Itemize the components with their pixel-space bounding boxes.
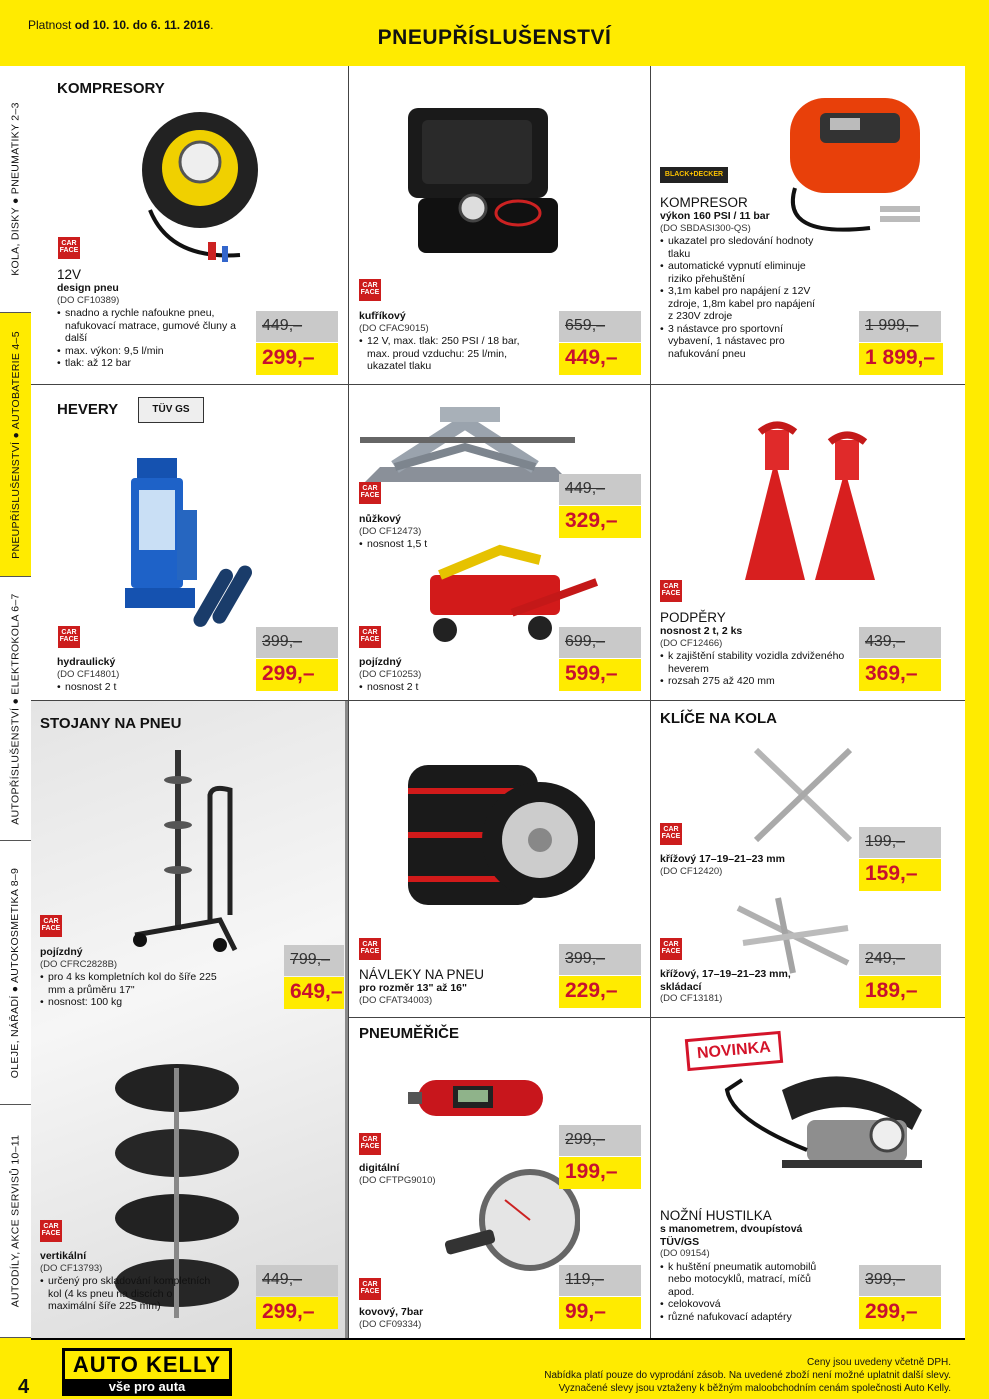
feature-item: • k huštění pneumatik automobilů nebo motocyklů, matrací, míčů apod.	[660, 1261, 830, 1299]
feature-item: • ukazatel pro sledování hodnoty tlaku	[660, 235, 820, 260]
sale-price: 159,–	[859, 859, 941, 891]
product-info	[40, 1250, 220, 1313]
sidebar-item-pneuprislusenstvi[interactable]: PNEUPŘÍSLUŠENSTVÍ ● AUTOBATERIE 4–5	[0, 313, 31, 577]
feature-item: • rozsah 275 až 420 mm	[660, 675, 850, 688]
product-info	[57, 267, 237, 370]
product-name: s manometrem, dvoupístová TÜV/GS	[660, 1223, 803, 1248]
hydraulic-jack-image	[125, 450, 260, 635]
sidebar-item-autoprislusenstvi[interactable]: AUTOPŘÍSLUŠENSTVÍ ● ELEKTROKOLA 6–7	[0, 577, 31, 841]
carface-logo: CAR FACE	[359, 279, 381, 301]
carface-logo: CAR FACE	[58, 626, 80, 648]
feature-item: • 3 nástavce pro sportovní vybavení, 1 nástavec pro nafukování pneu	[660, 323, 820, 361]
product-info	[660, 195, 820, 360]
product-code: (DO CFAT34003)	[359, 994, 433, 1006]
product-features	[40, 1275, 220, 1313]
digital-gauge-image	[408, 1060, 553, 1140]
sale-price: 449,–	[559, 343, 641, 375]
compressor-case-image	[398, 98, 568, 258]
feature-item: • 12 V, max. tlak: 250 PSI / 18 bar, max. proud vzduchu: 25 l/min, ukazatel tlaku	[359, 335, 534, 373]
feature-item: • pro 4 ks kompletních kol do šíře 225 mm a průměru 17"	[40, 971, 225, 996]
carface-logo: CAR FACE	[660, 938, 682, 960]
product-code: (DO CF12473)	[359, 525, 422, 537]
logo-text: AUTO KELLY	[65, 1351, 229, 1379]
carface-logo: CAR FACE	[359, 938, 381, 960]
old-price: 1 999,–	[859, 311, 941, 342]
section-sidebar	[0, 66, 31, 1338]
cross-wrench-image	[748, 740, 858, 850]
product-name: pojízdný	[40, 946, 83, 958]
product-code: (DO CF10253)	[359, 668, 422, 680]
divider	[31, 1338, 965, 1340]
product-title: KOMPRESOR	[660, 195, 748, 210]
old-price: 299,–	[559, 1125, 641, 1156]
product-code: (DO SBDASI300-QS)	[660, 222, 751, 234]
carface-logo: CAR FACE	[40, 1220, 62, 1242]
section-title-kompresory: KOMPRESORY	[57, 80, 165, 97]
footer-note-line: Ceny jsou uvedeny včetně DPH.	[807, 1357, 951, 1368]
sale-price: 299,–	[256, 1297, 338, 1329]
sale-price: 299,–	[256, 343, 338, 375]
sale-price: 299,–	[859, 1297, 941, 1329]
product-name: kufříkový	[359, 310, 406, 322]
validity-text: Platnost od 10. 10. do 6. 11. 2016.	[28, 18, 214, 32]
product-info	[359, 310, 534, 373]
product-name: vertikální	[40, 1250, 87, 1262]
product-info	[40, 946, 225, 1009]
product-name: nosnost 2 t, 2 ks	[660, 625, 743, 637]
feature-item: • k zajištění stability vozidla zdviženého heverem	[660, 650, 850, 675]
product-name: nůžkový	[359, 513, 402, 525]
feature-item: • nosnost 2 t	[57, 681, 237, 694]
product-features	[359, 538, 539, 551]
feature-item: • různé nafukovací adaptéry	[660, 1311, 830, 1324]
product-info	[660, 968, 830, 1006]
page-title: PNEUPŘÍSLUŠENSTVÍ	[377, 26, 612, 49]
sale-price: 299,–	[256, 659, 338, 691]
carface-logo: CAR FACE	[58, 237, 80, 259]
old-price: 449,–	[256, 1265, 338, 1296]
feature-item: • tlak: až 12 bar	[57, 357, 237, 370]
product-info	[359, 1162, 539, 1187]
product-features	[359, 681, 539, 694]
carface-logo: CAR FACE	[359, 1278, 381, 1300]
novinka-badge: NOVINKA	[685, 1031, 783, 1071]
sale-price: 599,–	[559, 659, 641, 691]
old-price: 799,–	[284, 945, 344, 976]
carface-logo: CAR FACE	[359, 1133, 381, 1155]
product-name: pojízdný	[359, 656, 402, 668]
product-features	[40, 971, 225, 1009]
footer-note-line: Nabídka platí pouze do vyprodání zásob. Na uvedené zboží není možné uplatnit další slevy.	[544, 1370, 951, 1381]
product-code: (DO CF12420)	[660, 865, 723, 877]
product-name: kovový, 7bar	[359, 1306, 424, 1318]
old-price: 699,–	[559, 627, 641, 658]
divider	[348, 1017, 965, 1018]
product-code: (DO CF13793)	[40, 1262, 103, 1274]
product-name: hydraulický	[57, 656, 116, 668]
product-info	[359, 1306, 539, 1331]
product-features	[660, 650, 850, 688]
folding-wrench-image	[728, 888, 858, 978]
product-code: (DO CF13181)	[660, 993, 723, 1004]
footer-note	[391, 1356, 951, 1395]
feature-item: • určený pro skladování kompletních kol (4 ks pneu na discích o maximální šíře 225 mm)	[40, 1275, 220, 1313]
old-price: 449,–	[559, 474, 641, 505]
old-price: 399,–	[859, 1265, 941, 1296]
product-title: PODPĚRY	[660, 610, 726, 625]
old-price: 199,–	[859, 827, 941, 858]
product-name: křížový 17–19–21–23 mm	[660, 853, 785, 865]
tire-stand-wheeled-image	[120, 740, 245, 960]
product-info	[660, 610, 850, 688]
section-title-klice: KLÍČE NA KOLA	[660, 710, 777, 727]
sidebar-item-autodily[interactable]: AUTODÍLY, AKCE SERVISŮ 10–11	[0, 1105, 31, 1338]
product-code: (DO 09154)	[660, 1248, 710, 1259]
section-title-pneumerice: PNEUMĚŘIČE	[359, 1025, 460, 1042]
sale-price: 1 899,–	[859, 343, 943, 375]
old-price: 449,–	[256, 311, 338, 342]
scissor-jack-image	[355, 392, 580, 507]
tire-covers-image	[400, 760, 595, 910]
old-price: 439,–	[859, 627, 941, 658]
section-title-stojany: STOJANY NA PNEU	[40, 715, 182, 732]
feature-item: • 3,1m kabel pro napájení z 12V zdroje, 1,8m kabel pro napájení z 230V zdroje	[660, 285, 820, 323]
product-code: (DO CF09334)	[359, 1318, 422, 1330]
logo-tagline: vše pro auta	[108, 1379, 186, 1394]
product-code: (DO CF10389)	[57, 294, 120, 306]
sale-price: 649,–	[284, 977, 344, 1009]
product-features	[359, 335, 534, 373]
sidebar-item-kola[interactable]: KOLA, DISKY ● PNEUMATIKY 2–3	[0, 66, 31, 313]
jack-stands-image	[735, 420, 895, 585]
product-features	[660, 235, 820, 360]
feature-item: • nosnost 2 t	[359, 681, 539, 694]
product-title: 12V	[57, 267, 82, 282]
carface-logo: CAR FACE	[359, 482, 381, 504]
product-code: (DO CF12466)	[660, 637, 723, 649]
divider	[348, 701, 349, 1338]
sale-price: 199,–	[559, 1157, 641, 1189]
product-name: pro rozměr 13" až 16"	[359, 982, 467, 994]
product-info	[660, 853, 800, 878]
old-price: 399,–	[559, 944, 641, 975]
divider	[31, 384, 965, 385]
old-price: 399,–	[256, 627, 338, 658]
feature-item: • celokovová	[660, 1298, 830, 1311]
feature-item: • snadno a rychle nafoukne pneu, nafukovací matrace, gumové čluny a další	[57, 307, 237, 345]
divider	[31, 700, 965, 701]
sale-price: 369,–	[859, 659, 941, 691]
auto-kelly-logo[interactable]	[62, 1348, 232, 1396]
feature-item: • automatické vypnutí eliminuje riziko přehuštění	[660, 260, 820, 285]
sidebar-item-oleje[interactable]: OLEJE, NÁŘADÍ ● AUTOKOSMETIKA 8–9	[0, 841, 31, 1105]
carface-logo: CAR FACE	[359, 626, 381, 648]
product-code: (DO CFAC9015)	[359, 322, 429, 334]
tuv-gs-logo: TÜV GS	[138, 397, 204, 423]
product-features	[57, 307, 237, 370]
sale-price: 189,–	[859, 976, 941, 1008]
compressor-12v-image	[130, 110, 275, 270]
sale-price: 329,–	[559, 506, 641, 538]
carface-logo: CAR FACE	[660, 580, 682, 602]
product-title: NÁVLEKY NA PNEU	[359, 967, 485, 982]
old-price: 249,–	[859, 944, 941, 975]
blackdecker-badge: BLACK+DECKER	[660, 167, 728, 183]
old-price: 659,–	[559, 311, 641, 342]
foot-pump-image	[712, 1060, 937, 1210]
product-features	[57, 681, 237, 694]
feature-item: • nosnost 1,5 t	[359, 538, 539, 551]
product-name: digitální	[359, 1162, 400, 1174]
product-name: design pneu	[57, 282, 119, 294]
feature-item: • nosnost: 100 kg	[40, 996, 225, 1009]
product-info	[359, 967, 539, 1007]
carface-logo: CAR FACE	[40, 915, 62, 937]
product-info	[57, 656, 237, 694]
sale-price: 99,–	[559, 1297, 641, 1329]
page-number: 4	[18, 1376, 30, 1398]
old-price: 119,–	[559, 1265, 641, 1296]
product-code: (DO CF14801)	[57, 668, 120, 680]
feature-item: • max. výkon: 9,5 l/min	[57, 345, 237, 358]
product-title: NOŽNÍ HUSTILKA	[660, 1208, 772, 1223]
product-features	[660, 1261, 830, 1324]
product-name: výkon 160 PSI / 11 bar	[660, 210, 770, 222]
product-name: křížový, 17–19–21–23 mm, skládací	[660, 968, 791, 993]
section-title-hevery: HEVERY	[57, 401, 119, 418]
footer-note-line: Vyznačené slevy jsou vztaženy k běžným maloobchodním cenám společnosti Auto Kelly.	[558, 1383, 951, 1394]
sale-price: 229,–	[559, 976, 641, 1008]
product-code: (DO CFRC2828B)	[40, 958, 118, 970]
product-info	[359, 656, 539, 694]
product-info	[660, 1208, 830, 1323]
product-info	[359, 513, 539, 551]
product-code: (DO CFTPG9010)	[359, 1174, 436, 1186]
carface-logo: CAR FACE	[660, 823, 682, 845]
divider	[650, 66, 651, 1338]
